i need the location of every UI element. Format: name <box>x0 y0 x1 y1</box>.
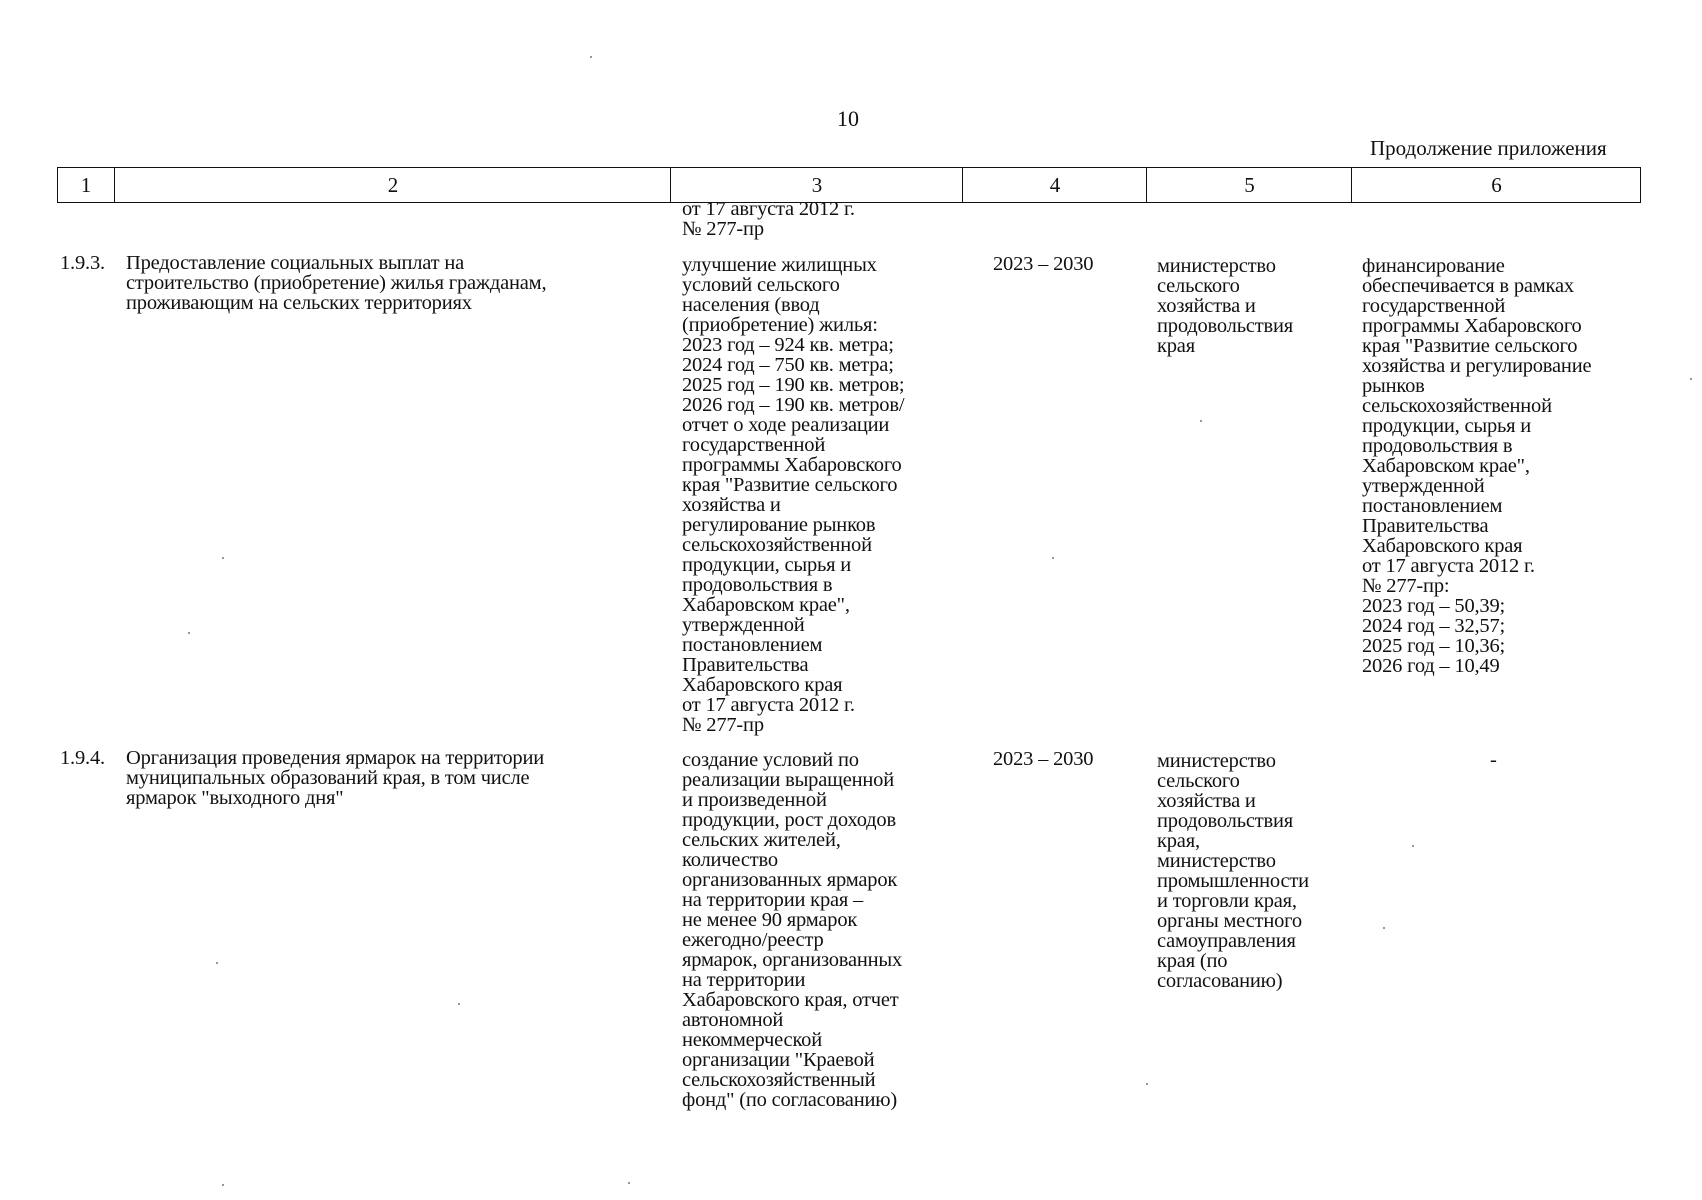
scan-speck <box>590 56 592 58</box>
measure-name: Организация проведения ярмарок на территории муниципальных образований края, в том числе ярмарок "выходного дня" <box>126 747 545 809</box>
implementation-period: 2023 – 2030 <box>993 748 1094 770</box>
header-col-4: 4 <box>962 168 1147 202</box>
header-col-3: 3 <box>670 168 963 202</box>
page-number: 10 <box>837 106 859 131</box>
scan-speck <box>1383 927 1385 929</box>
expected-result: создание условий по реализации выращенной и произведенной продукции, рост доходов сельских жителей, количество организованных ярмарок на территории края – не менее 90 ярмарок ежегодно/реестр ярмарок, организованных на территории Хабаровского края, отчет автономной некоммерческой организации "Краевой сельскохозяйственный фонд" (по согласованию) <box>682 749 903 1111</box>
scan-speck <box>1690 378 1692 380</box>
scan-speck <box>188 632 190 634</box>
header-col-2: 2 <box>114 168 671 202</box>
continuation-label: Продолжение приложения <box>1370 136 1607 160</box>
measure-name: Предоставление социальных выплат на строительство (приобретение) жилья гражданам, проживающим на сельских территориях <box>126 252 547 314</box>
row-number: 1.9.4. <box>60 747 105 769</box>
financing-info: - <box>1490 749 1497 771</box>
carryover-col3: от 17 августа 2012 г. № 277-пр <box>682 198 855 240</box>
financing-info: финансирование обеспечивается в рамках государственной программы Хабаровского края "Развитие сельского хозяйства и регулирование рынков сельскохозяйственной продукции, сырья и продовольствия в Хабаровском крае", утвержденной постановлением Правительства Хабаровского края от 17 августа 2012 г. № 277-пр: 2023 год – 50,39; 2024 год – 32,57; 2025 год – 10,36; 2026 год – 10,49 <box>1362 255 1592 677</box>
scan-speck <box>628 1182 630 1184</box>
row-number: 1.9.3. <box>60 252 105 274</box>
scan-speck <box>1200 420 1202 422</box>
scan-speck <box>1146 1083 1148 1085</box>
responsible-executor: министерство сельского хозяйства и продовольствия края <box>1157 255 1293 357</box>
scan-speck <box>458 1003 460 1005</box>
scan-speck <box>1052 557 1054 559</box>
scan-speck <box>216 962 218 964</box>
header-col-1: 1 <box>80 173 92 197</box>
header-col-5: 5 <box>1146 168 1352 202</box>
scan-speck <box>222 557 224 559</box>
scan-speck <box>222 1184 224 1186</box>
scan-speck <box>1412 845 1414 847</box>
implementation-period: 2023 – 2030 <box>993 253 1094 275</box>
expected-result: улучшение жилищных условий сельского населения (ввод (приобретение) жилья: 2023 год – 924 кв. метра; 2024 год – 750 кв. метра; 2025 год – 190 кв. метров; 2026 год – 190 кв. метров/ отчет о ходе реализации государственной программы Хабаровского края "Развитие сельского хозяйства и регулирование рынков сельскохозяйственной продукции, сырья и продовольствия в Хабаровском крае", утвержденной постановлением Правительства Хабаровского края от 17 августа 2012 г. № 277-пр <box>682 254 905 736</box>
header-col-6: 6 <box>1351 168 1641 202</box>
responsible-executor: министерство сельского хозяйства и продовольствия края, министерство промышленности и торговли края, органы местного самоуправления края (по согласованию) <box>1157 750 1309 992</box>
